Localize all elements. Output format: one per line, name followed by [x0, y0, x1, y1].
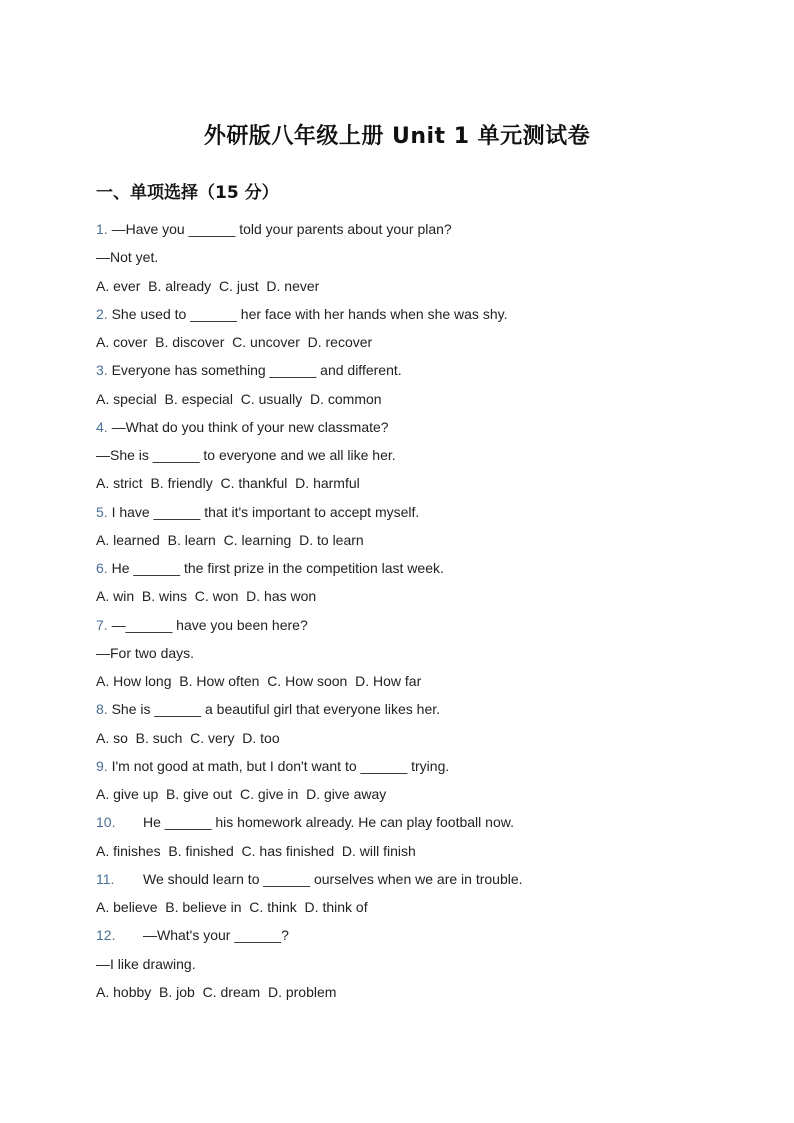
question-number: 8.	[96, 701, 108, 718]
answer-options: A. strict B. friendly C. thankful D. harmful	[96, 475, 360, 492]
question-number: 10.	[96, 814, 116, 831]
question-stem	[96, 812, 736, 840]
answer-options: A. ever B. already C. just D. never	[96, 277, 320, 294]
answer-options: A. special B. especial C. usually D. common	[96, 390, 382, 407]
question-number: 4.	[96, 418, 108, 435]
question-stem	[96, 615, 736, 643]
question-text: She used to ______ her face with her hands when she was shy.	[107, 305, 508, 322]
question-number: 6.	[96, 560, 108, 576]
dialogue-response: —For two days.	[96, 644, 195, 661]
question-number: 5.	[96, 503, 108, 520]
answer-options: A. finishes B. finished C. has finished D. will finish	[96, 842, 416, 859]
question-text: —Have you ______ told your parents about your plan?	[107, 221, 452, 237]
answer-options: A. so B. such C. very D. too	[96, 729, 280, 746]
question-text: —What's your ______?	[143, 927, 289, 944]
question-text: He ______ his homework already. He can play football now.	[143, 814, 514, 831]
question-stem	[96, 304, 736, 332]
question-stem	[96, 699, 736, 727]
page-title: 外研版八年级上册 Unit 1 单元测试卷	[203, 124, 591, 149]
question-text: He ______ the first prize in the competition last week.	[107, 560, 444, 576]
question-stem	[96, 219, 736, 247]
answer-options: A. cover B. discover C. uncover D. recover	[96, 334, 373, 350]
question-stem	[96, 925, 736, 953]
question-text: She is ______ a beautiful girl that everyone likes her.	[107, 701, 441, 718]
question-number: 3.	[96, 362, 108, 379]
answer-options: A. hobby B. job C. dream D. problem	[96, 983, 337, 1000]
question-text: Everyone has something ______ and different.	[107, 362, 402, 379]
question-stem	[96, 756, 736, 784]
question-number: 9.	[96, 757, 108, 774]
question-number: 2.	[96, 305, 108, 322]
question-number: 12.	[96, 927, 116, 944]
answer-options: A. How long B. How often C. How soon D. How far	[96, 673, 422, 689]
question-number: 7.	[96, 616, 108, 633]
answer-options: A. believe B. believe in C. think D. think of	[96, 899, 368, 915]
question-stem	[96, 360, 736, 388]
answer-options: A. win B. wins C. won D. has won	[96, 588, 317, 605]
question-number: 11.	[96, 870, 115, 887]
question-text: We should learn to ______ ourselves when we are in trouble.	[143, 870, 523, 887]
question-stem	[96, 869, 736, 897]
dialogue-response: —I like drawing.	[96, 955, 196, 972]
dialogue-response: —Not yet.	[96, 249, 159, 266]
answer-options: A. give up B. give out C. give in D. give away	[96, 786, 387, 802]
question-text: —______ have you been here?	[107, 616, 308, 633]
dialogue-response: —She is ______ to everyone and we all like her.	[96, 447, 396, 463]
answer-options: A. learned B. learn C. learning D. to learn	[96, 531, 364, 548]
question-text: I have ______ that it's important to accept myself.	[107, 503, 420, 520]
section-heading: 一、单项选择（15 分）	[96, 183, 279, 203]
question-text: I'm not good at math, but I don't want to ______ trying.	[107, 757, 450, 774]
question-text: —What do you think of your new classmate?	[107, 418, 389, 435]
question-number: 1.	[96, 221, 108, 237]
question-stem	[96, 558, 736, 586]
question-list	[96, 219, 736, 1010]
question-stem	[96, 502, 736, 530]
question-stem	[96, 417, 736, 445]
